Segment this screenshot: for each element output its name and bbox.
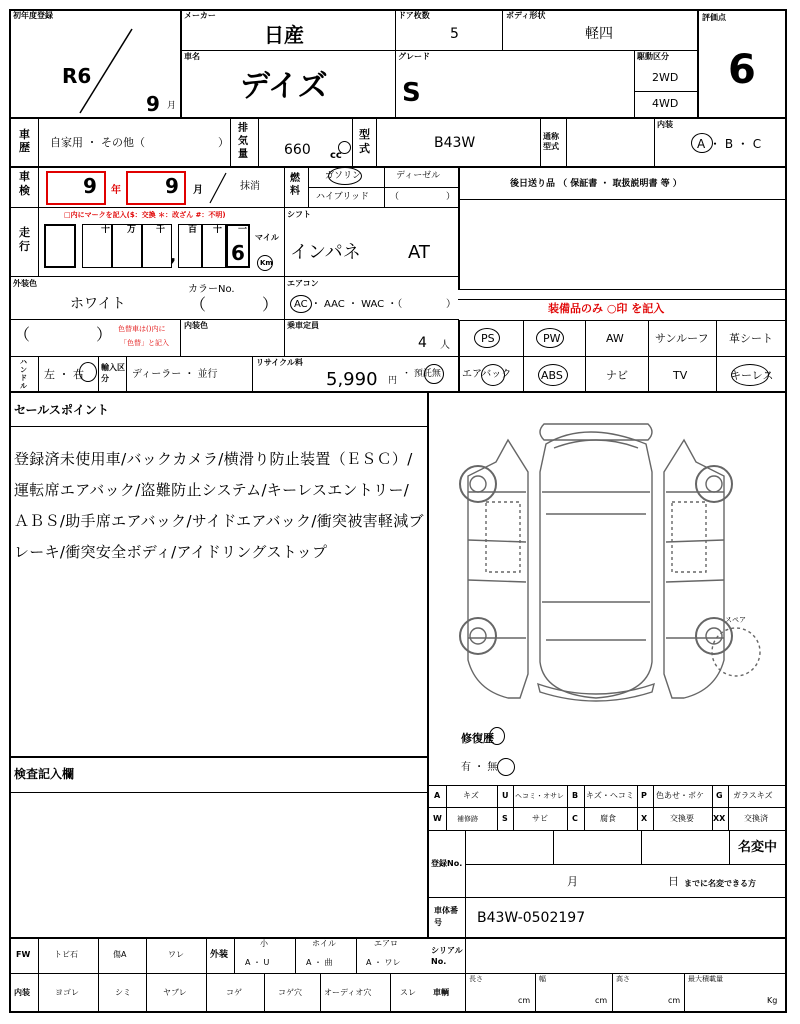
color-change-open: （ xyxy=(14,325,31,344)
score-value: 6 xyxy=(728,47,756,93)
maker-label: メーカー xyxy=(184,11,216,20)
first-reg-month: 9 xyxy=(146,92,160,116)
wear[interactable]: スレ xyxy=(400,988,416,997)
displacement-label: 排気量 xyxy=(238,123,248,160)
fuel-diesel[interactable]: ディーゼル xyxy=(396,171,441,181)
legend-a-code: A xyxy=(434,791,441,800)
drive-label: 駆動区分 xyxy=(637,52,669,61)
usage-text: 自家用 ・ その他（ xyxy=(50,136,145,149)
grade-value: S xyxy=(402,78,421,108)
equip-sunroof[interactable]: サンルーフ xyxy=(655,332,709,345)
maker-value: 日産 xyxy=(264,23,304,47)
deposit-circle xyxy=(424,364,444,384)
legend-c-code: C xyxy=(572,814,578,823)
shift-label: シフト xyxy=(287,210,311,219)
legend-xx-code: XX xyxy=(713,814,726,823)
aircon-label: エアコン xyxy=(287,279,319,288)
legend-x-code: X xyxy=(641,814,648,823)
mileage-unit-5: 一 xyxy=(238,225,248,235)
vin-label: 車体番号 xyxy=(434,906,458,927)
legend-x-desc: 交換要 xyxy=(670,814,694,823)
common-type-label: 通称型式 xyxy=(543,132,559,151)
serial-label: シリアルNo. xyxy=(431,946,463,966)
mileage-unit-3: 百 xyxy=(188,225,198,235)
km-label[interactable]: Km xyxy=(260,259,273,267)
fw-label: FW xyxy=(16,950,31,959)
interior-color-label: 内装色 xyxy=(184,321,208,330)
legend-s-code: S xyxy=(502,814,508,823)
inspection-slash xyxy=(204,171,232,205)
usage-close: ） xyxy=(218,136,229,149)
doors-label: ドア枚数 xyxy=(398,11,430,20)
body-value: 軽四 xyxy=(585,26,613,42)
color-value: ホワイト xyxy=(70,296,126,312)
inspection-year: 9 xyxy=(83,174,97,198)
registration-deadline: までに名変できる方 xyxy=(684,879,756,888)
equip-pw-circle xyxy=(536,328,564,348)
tear[interactable]: ヤブレ xyxy=(163,988,187,997)
scratch-a[interactable]: 傷A xyxy=(113,950,127,959)
mile-label[interactable]: マイル xyxy=(255,233,279,242)
fuel-hybrid-paren: （ xyxy=(390,192,400,202)
inspection-month-unit: 月 xyxy=(193,185,203,196)
import-label: 輸入区分 xyxy=(101,363,125,383)
legend-b-desc: キズ・ヘコミ xyxy=(586,791,634,800)
exterior-label: 外装 xyxy=(210,950,229,960)
equip-airbag-circle xyxy=(481,364,505,386)
registration-day: 日 xyxy=(668,875,679,888)
first-reg-year: R6 xyxy=(62,64,92,88)
crack[interactable]: ワレ xyxy=(168,950,184,959)
dirt[interactable]: ヨゴレ xyxy=(55,988,79,997)
registration-month: 月 xyxy=(567,875,578,888)
doors-value: 5 xyxy=(450,26,459,42)
equip-abs[interactable]: ABS xyxy=(541,369,563,382)
cc-circle xyxy=(338,141,351,154)
wheel-label: ホイル xyxy=(312,939,336,948)
repair-value[interactable]: 有 ・ 無 xyxy=(461,762,498,773)
name-change-label: 名変中 xyxy=(738,840,778,855)
inspection-label: 車検 xyxy=(19,170,30,197)
handle-right-circle xyxy=(79,362,97,382)
grade-label: グレード xyxy=(398,52,430,61)
vehicle-diagram xyxy=(446,412,766,712)
wheel-options[interactable]: A ・ 曲 xyxy=(306,958,333,967)
color-no-open: （ xyxy=(190,295,207,314)
width-unit: cm xyxy=(595,996,608,1005)
aero-options[interactable]: A ・ ワレ xyxy=(366,958,401,967)
vin-value: B43W-0502197 xyxy=(477,910,586,926)
mileage-label: 走行 xyxy=(19,226,30,253)
length-unit: cm xyxy=(518,996,531,1005)
interior-bottom-label: 内装 xyxy=(14,988,30,997)
legend-u-code: U xyxy=(502,791,509,800)
equip-leather[interactable]: 革シート xyxy=(729,332,773,345)
mileage-last-digit: 6 xyxy=(231,241,245,265)
color-no-close: ） xyxy=(262,295,279,314)
type-label: 型式 xyxy=(359,128,370,155)
model-name-label: 車名 xyxy=(184,52,200,61)
shift-type: AT xyxy=(408,242,430,263)
equip-ps-circle xyxy=(474,328,500,348)
repair-no-circle xyxy=(497,758,515,776)
equip-pw[interactable]: PW xyxy=(543,332,561,345)
legend-g-code: G xyxy=(716,791,723,800)
legend-p-code: P xyxy=(641,791,647,800)
small-label: 小 xyxy=(260,939,268,948)
legend-g-desc: ガラスキズ xyxy=(733,791,773,800)
cancel-label: 抹消 xyxy=(240,181,260,192)
interior-label: 内装 xyxy=(657,120,673,129)
legend-c-desc: 腐食 xyxy=(600,814,616,823)
inspection-month: 9 xyxy=(165,174,179,198)
legend-s-desc: サビ xyxy=(532,814,548,823)
length-label: 長さ xyxy=(469,975,483,983)
handle-label: ハンドル xyxy=(20,358,27,390)
capacity-label: 乗車定員 xyxy=(287,321,319,330)
height-unit: cm xyxy=(668,996,681,1005)
repair-label: 修復歴 xyxy=(461,732,494,745)
legend-a-desc: キズ xyxy=(463,791,479,800)
stain[interactable]: シミ xyxy=(115,988,131,997)
burn[interactable]: コゲ xyxy=(226,988,242,997)
max-load-unit: Kg xyxy=(767,996,778,1005)
inspection-year-box[interactable] xyxy=(46,171,106,205)
equip-ps[interactable]: PS xyxy=(481,332,495,345)
interior-grades: A ・ B ・ C xyxy=(697,137,762,151)
width-label: 幅 xyxy=(539,975,546,983)
equip-aw[interactable]: AW xyxy=(606,332,624,345)
deposit[interactable]: ・ 預託無 xyxy=(402,369,441,379)
fuel-gasoline-circle xyxy=(328,167,362,185)
yen-unit: 円 xyxy=(388,376,398,386)
equip-tv[interactable]: TV xyxy=(673,369,688,382)
type-value: B43W xyxy=(434,135,476,151)
aero-label: エアロ xyxy=(374,939,398,948)
aircon-ac-circle xyxy=(290,295,312,313)
inspection-year-unit: 年 xyxy=(111,185,121,196)
capacity-value: 4 xyxy=(418,335,427,351)
interior-a-circle xyxy=(691,133,713,153)
equip-airbag[interactable]: エアバック xyxy=(462,369,512,380)
recycle-value: 5,990 xyxy=(326,369,378,390)
burn-hole[interactable]: コゲ穴 xyxy=(278,988,302,997)
fuel-label: 燃料 xyxy=(290,173,300,197)
mileage-unit-0: 十 xyxy=(101,225,111,235)
aircon-close: ） xyxy=(446,299,456,310)
color-change-note2: 「色替」と記入 xyxy=(120,339,169,347)
mileage-comma: , xyxy=(170,246,177,265)
color-change-close: ） xyxy=(96,325,113,344)
equipment-note: 装備品のみ ○印 を記入 xyxy=(548,302,665,315)
registration-label: 登録No. xyxy=(431,859,463,868)
legend-b-code: B xyxy=(572,791,579,800)
score-label: 評価点 xyxy=(702,13,726,22)
equip-keyless[interactable]: キーレス xyxy=(730,369,774,382)
color-label: 外装色 xyxy=(13,279,37,288)
mileage-note: □内にマークを記入($：交換 ＊：改ざん #：不明) xyxy=(64,211,226,219)
fuel-hybrid-paren-close: ） xyxy=(446,192,456,202)
sales-text: 登録済未使用車/バックカメラ/横滑り防止装置（ＥＳＣ）/運転席エアバック/盗難防止システム/キーレスエントリー/ＡＢＳ/助手席エアバック/サイドエアバック/衝突被害軽減ブレーキ/衝突安全ボディ/アイドリングストップ xyxy=(14,450,424,561)
shift-value: インパネ xyxy=(290,242,361,263)
small-options[interactable]: A ・ U xyxy=(245,958,270,967)
equip-keyless-circle xyxy=(731,364,769,386)
recycle-label: リサイクル料 xyxy=(256,358,303,367)
model-name-value: デイズ xyxy=(240,69,328,104)
equip-navi[interactable]: ナビ xyxy=(606,369,628,382)
cc-unit: cc xyxy=(330,150,342,161)
spare-label: スペア xyxy=(725,616,746,624)
mileage-unit-4: 十 xyxy=(213,225,223,235)
aircon-options[interactable]: AC ・ AAC ・ WAC ・（ xyxy=(294,299,403,310)
inspection-notes-title: 検査記入欄 xyxy=(14,767,75,781)
height-label: 高さ xyxy=(616,975,630,983)
legend-w-desc: 補修跡 xyxy=(457,815,478,823)
displacement-value: 660 xyxy=(284,142,311,158)
handle-value[interactable]: 左 ・ 右 xyxy=(44,368,84,381)
sales-title: セールスポイント xyxy=(14,403,109,417)
equip-abs-circle xyxy=(538,364,568,386)
usage-label: 車歴 xyxy=(19,128,30,154)
mileage-unit-2: 千 xyxy=(156,225,166,235)
repair-mark-circle xyxy=(489,727,505,745)
color-no-label: カラーNo. xyxy=(188,284,235,295)
first-reg-month-unit: 月 xyxy=(167,101,177,111)
legend-u-desc: ヘコミ・オサレ xyxy=(515,792,564,800)
max-load-label: 最大積載量 xyxy=(688,975,723,983)
inspection-notes-area[interactable] xyxy=(12,794,424,936)
stone-chip[interactable]: トビ石 xyxy=(54,950,78,959)
color-change-note: 色替車は()内に xyxy=(118,325,166,333)
km-circle xyxy=(257,255,273,271)
drive-4wd: 4WD xyxy=(652,97,679,110)
mileage-unit-1: 万 xyxy=(127,225,137,235)
capacity-unit: 人 xyxy=(440,340,450,351)
drive-2wd: 2WD xyxy=(652,71,679,84)
legend-w-code: W xyxy=(433,814,442,823)
legend-p-desc: 色あせ・ボケ xyxy=(656,791,704,800)
mileage-digit-1[interactable] xyxy=(44,224,76,268)
dims-label: 車輌 xyxy=(433,988,449,997)
body-label: ボディ形状 xyxy=(506,11,546,20)
import-value[interactable]: ディーラー ・ 並行 xyxy=(132,369,218,380)
later-items: 後日送り品 （ 保証書 ・ 取扱説明書 等 ） xyxy=(510,179,682,189)
audio-hole[interactable]: オーディオ穴 xyxy=(324,988,372,997)
fuel-hybrid[interactable]: ハイブリッド xyxy=(316,192,370,202)
fuel-gasoline[interactable]: ガソリン xyxy=(325,171,362,181)
first-reg-label: 初年度登録 xyxy=(13,11,53,20)
legend-xx-desc: 交換済 xyxy=(744,814,768,823)
